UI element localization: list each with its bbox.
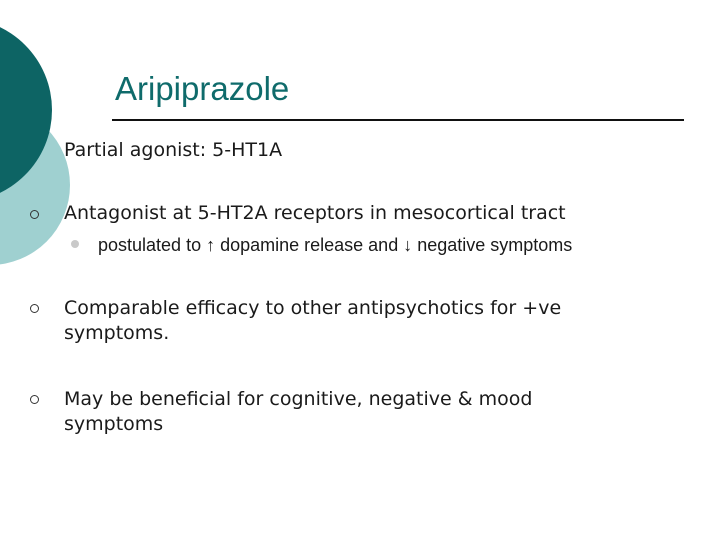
bullet-marker (30, 395, 39, 404)
bullet-partial-agonist: Partial agonist: 5-HT1A (64, 139, 283, 161)
bullet-marker (30, 210, 39, 219)
title-underline (112, 119, 684, 121)
bullet-efficacy: Comparable efficacy to other antipsychotics for +ve symptoms. (64, 297, 562, 344)
bullet-marker (30, 304, 39, 313)
sub-bullet-marker (71, 240, 79, 248)
bullet-antagonist: Antagonist at 5-HT2A receptors in mesocortical tract (64, 202, 566, 224)
sub-bullet-dopamine: postulated to ↑ dopamine release and ↓ negative symptoms (98, 235, 573, 255)
bullet-beneficial: May be beneficial for cognitive, negative & mood symptoms (64, 388, 533, 435)
slide-title: Aripiprazole (115, 70, 290, 107)
